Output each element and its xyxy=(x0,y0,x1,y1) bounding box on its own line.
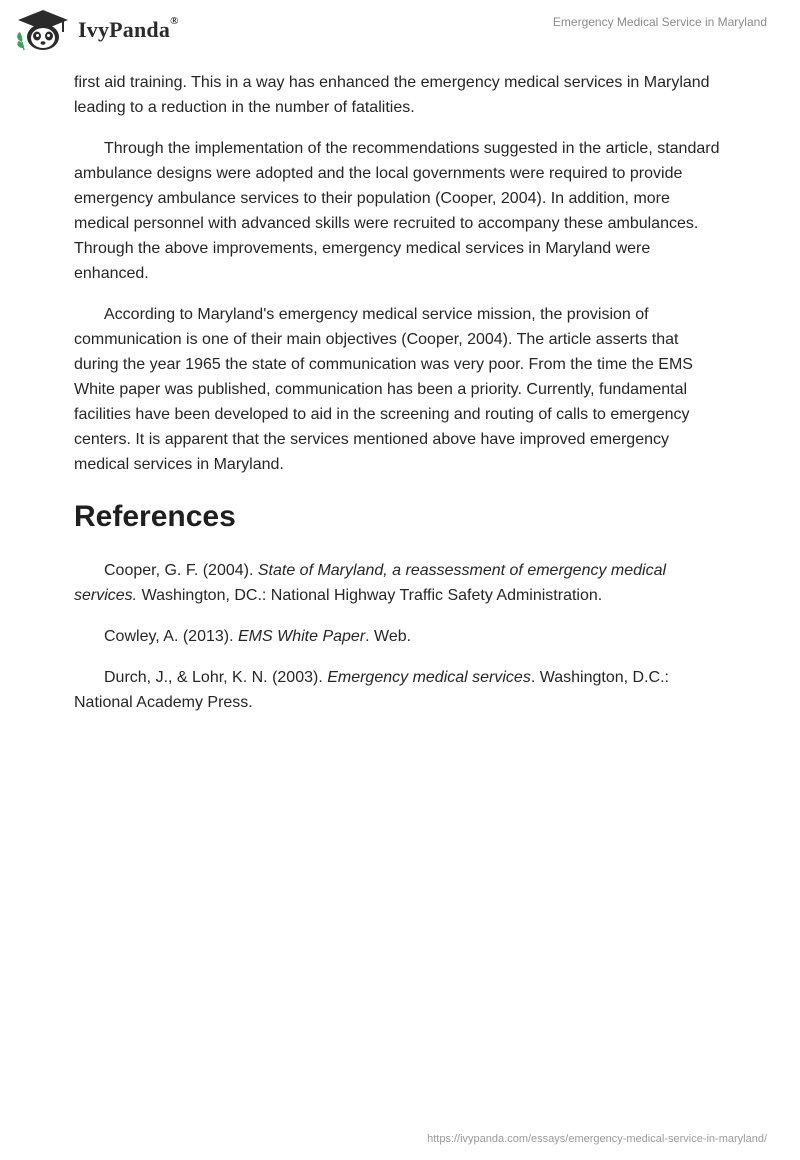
reference-title: Emergency medical services xyxy=(327,669,531,686)
source-url-link[interactable]: https://ivypanda.com/essays/emergency-medical-service-in-maryland/ xyxy=(427,1133,767,1145)
reference-title: State of Maryland, a reassessment of emergency medical services. xyxy=(74,562,667,604)
reference-authors: Cooper, G. F. (2004). xyxy=(104,562,258,579)
reference-publisher: . Washington, D.C.: National Academy Press. xyxy=(74,669,669,711)
panda-graduate-icon xyxy=(14,8,72,52)
document-title: Emergency Medical Service in Maryland xyxy=(552,15,767,29)
reference-item xyxy=(74,558,724,608)
brand-name: IvyPanda® xyxy=(78,15,179,42)
references-heading: References xyxy=(74,500,236,533)
essay-content xyxy=(74,70,724,731)
registered-mark: ® xyxy=(170,15,179,27)
reference-authors: Cowley, A. (2013). xyxy=(104,628,238,645)
reference-item xyxy=(74,665,724,715)
reference-publisher: . Web. xyxy=(365,628,412,645)
reference-authors: Durch, J., & Lohr, K. N. (2003). xyxy=(104,669,328,686)
reference-publisher: Washington, DC.: National Highway Traffic Safety Administration. xyxy=(137,587,603,604)
ivypanda-logo[interactable] xyxy=(14,8,179,52)
paragraph: Through the implementation of the recommendations suggested in the article, standard ambulance designs were adopted and the local governments were required to provide emergency ambulance services to their population (Cooper, 2004). In addition, more medical personnel with advanced skills were recruited to accompany these ambulances. Through the above improvements, emergency medical services in Maryland were enhanced. xyxy=(74,140,720,282)
page-header xyxy=(0,0,800,70)
paragraph: first aid training. This in a way has enhanced the emergency medical services in Maryland leading to a reduction in the number of fatalities. xyxy=(74,74,710,116)
paragraph: According to Maryland's emergency medical service mission, the provision of communication is one of their main objectives (Cooper, 2004). The article asserts that during the year 1965 the state of communication was very poor. From the time the EMS White paper was published, communication has been a priority. Currently, fundamental facilities have been developed to aid in the screening and routing of calls to emergency centers. It is apparent that the services mentioned above have improved emergency medical services in Maryland. xyxy=(74,306,693,473)
reference-title: EMS White Paper xyxy=(237,628,366,645)
reference-item xyxy=(74,624,724,649)
